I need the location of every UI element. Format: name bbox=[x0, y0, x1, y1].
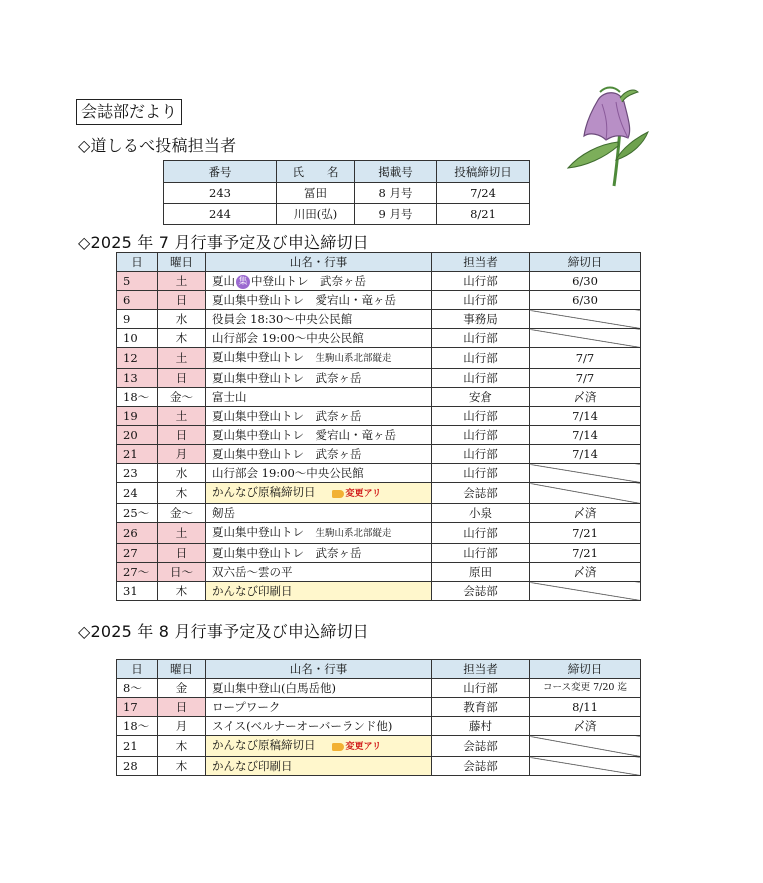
michishirube-heading: ◇道しるべ投稿担当者 bbox=[78, 136, 237, 155]
cell-person: 山行部 bbox=[432, 348, 530, 369]
pointing-hand-icon bbox=[332, 743, 344, 751]
event-text: 夏山集中登山トレ 武奈ヶ岳 bbox=[212, 371, 362, 385]
cell-person: 山行部 bbox=[432, 291, 530, 310]
badge-label: 変更アリ bbox=[345, 742, 382, 752]
event-text: かんなび原稿締切日 bbox=[212, 738, 316, 752]
change-badge bbox=[332, 485, 382, 503]
header-person: 担当者 bbox=[432, 660, 530, 679]
cell-weekday: 水 bbox=[158, 464, 206, 483]
cell-deadline: 〆済 bbox=[530, 504, 641, 523]
table-row bbox=[117, 369, 641, 388]
cell-event bbox=[206, 523, 432, 544]
michishirube-table bbox=[163, 160, 530, 225]
cell-person: 会誌部 bbox=[432, 757, 530, 776]
cell-deadline bbox=[530, 483, 641, 504]
event-text: スイス(ベルナーオーバーランド他) bbox=[212, 719, 393, 733]
header-deadline: 締切日 bbox=[530, 253, 641, 272]
badge-label: 変更アリ bbox=[345, 489, 382, 499]
cell-person: 山行部 bbox=[432, 369, 530, 388]
table-row bbox=[117, 504, 641, 523]
header-weekday: 曜日 bbox=[158, 253, 206, 272]
cell-event bbox=[206, 504, 432, 523]
cell-day: 18～ bbox=[117, 717, 158, 736]
cell-event bbox=[206, 464, 432, 483]
cell-weekday: 木 bbox=[158, 736, 206, 757]
cell-weekday: 日 bbox=[158, 369, 206, 388]
cell-day: 12 bbox=[117, 348, 158, 369]
table-row bbox=[117, 717, 641, 736]
cell-event bbox=[206, 736, 432, 757]
cell-person: 会誌部 bbox=[432, 483, 530, 504]
cell-weekday: 日 bbox=[158, 426, 206, 445]
header-day: 日 bbox=[117, 253, 158, 272]
cell-deadline bbox=[530, 736, 641, 757]
table-row bbox=[117, 483, 641, 504]
cell-deadline: 〆済 bbox=[530, 388, 641, 407]
header-weekday: 曜日 bbox=[158, 660, 206, 679]
header-person: 担当者 bbox=[432, 253, 530, 272]
august-heading: ◇2025 年 8 月行事予定及び申込締切日 bbox=[78, 622, 369, 641]
event-text: 夏山集中登山トレ 武奈ヶ岳 bbox=[212, 447, 362, 461]
cell-weekday: 日 bbox=[158, 291, 206, 310]
cell-day: 17 bbox=[117, 698, 158, 717]
cell-event bbox=[206, 310, 432, 329]
event-text: かんなび印刷日 bbox=[212, 759, 293, 773]
cell-person: 山行部 bbox=[432, 679, 530, 698]
flower-illustration bbox=[560, 82, 650, 188]
july-heading: ◇2025 年 7 月行事予定及び申込締切日 bbox=[78, 233, 369, 252]
header-name: 氏 名 bbox=[277, 161, 355, 183]
event-subtext: 生駒山系北部縦走 bbox=[315, 353, 392, 364]
cell-deadline bbox=[530, 310, 641, 329]
cell-deadline: 7/14 bbox=[530, 407, 641, 426]
cell-deadline: 7/24 bbox=[437, 183, 530, 204]
cell-event bbox=[206, 757, 432, 776]
cell-day: 26 bbox=[117, 523, 158, 544]
cell-event bbox=[206, 698, 432, 717]
cell-person: 藤村 bbox=[432, 717, 530, 736]
cell-person: 山行部 bbox=[432, 523, 530, 544]
cell-day: 24 bbox=[117, 483, 158, 504]
table-row bbox=[117, 272, 641, 291]
event-text: 山行部会 19:00～中央公民館 bbox=[212, 331, 364, 345]
event-text-rest: 中登山トレ 武奈ヶ岳 bbox=[251, 274, 366, 288]
cell-weekday: 木 bbox=[158, 483, 206, 504]
cell-person: 原田 bbox=[432, 563, 530, 582]
cell-day: 6 bbox=[117, 291, 158, 310]
cell-deadline: 7/7 bbox=[530, 348, 641, 369]
cell-person: 山行部 bbox=[432, 329, 530, 348]
cell-day: 31 bbox=[117, 582, 158, 601]
cell-event bbox=[206, 369, 432, 388]
table-row bbox=[117, 291, 641, 310]
event-text: かんなび原稿締切日 bbox=[212, 485, 316, 499]
cell-person: 山行部 bbox=[432, 445, 530, 464]
cell-day: 27～ bbox=[117, 563, 158, 582]
cell-person: 安倉 bbox=[432, 388, 530, 407]
change-badge bbox=[332, 738, 382, 756]
cell-weekday: 日 bbox=[158, 544, 206, 563]
cell-deadline bbox=[530, 329, 641, 348]
table-row bbox=[117, 445, 641, 464]
table-row bbox=[117, 388, 641, 407]
table-row bbox=[164, 204, 530, 225]
cell-person: 事務局 bbox=[432, 310, 530, 329]
cell-deadline bbox=[530, 582, 641, 601]
table-row bbox=[117, 582, 641, 601]
cell-weekday: 土 bbox=[158, 407, 206, 426]
event-text: ロープワーク bbox=[212, 700, 281, 714]
event-text: 双六岳～雲の平 bbox=[212, 565, 293, 579]
cell-person: 教育部 bbox=[432, 698, 530, 717]
cell-day: 18～ bbox=[117, 388, 158, 407]
cell-weekday: 木 bbox=[158, 329, 206, 348]
table-row bbox=[117, 544, 641, 563]
table-row bbox=[117, 310, 641, 329]
table-row bbox=[164, 183, 530, 204]
august-schedule-table bbox=[116, 659, 641, 776]
table-row bbox=[117, 426, 641, 445]
cell-day: 13 bbox=[117, 369, 158, 388]
event-subtext: 生駒山系北部縦走 bbox=[315, 528, 392, 539]
cell-event bbox=[206, 426, 432, 445]
event-text: 剱岳 bbox=[212, 506, 235, 520]
event-text: 役員会 18:30～中央公民館 bbox=[212, 312, 353, 326]
table-row bbox=[117, 563, 641, 582]
cell-day: 28 bbox=[117, 757, 158, 776]
event-text: 夏山集中登山トレ 武奈ヶ岳 bbox=[212, 409, 362, 423]
cell-day: 20 bbox=[117, 426, 158, 445]
cell-event bbox=[206, 445, 432, 464]
cell-event bbox=[206, 563, 432, 582]
cell-event bbox=[206, 388, 432, 407]
cell-deadline: 〆済 bbox=[530, 563, 641, 582]
cell-event bbox=[206, 483, 432, 504]
cell-issue: 9 月号 bbox=[355, 204, 437, 225]
event-text: 夏山 bbox=[212, 274, 235, 288]
cell-person: 山行部 bbox=[432, 544, 530, 563]
cell-name: 川田(弘) bbox=[277, 204, 355, 225]
cell-issue: 8 月号 bbox=[355, 183, 437, 204]
event-mark: 集 bbox=[236, 275, 250, 289]
cell-day: 25～ bbox=[117, 504, 158, 523]
header-event: 山名・行事 bbox=[206, 660, 432, 679]
cell-weekday: 日 bbox=[158, 698, 206, 717]
cell-weekday: 金 bbox=[158, 679, 206, 698]
table-row bbox=[117, 348, 641, 369]
cell-deadline bbox=[530, 757, 641, 776]
event-text: 富士山 bbox=[212, 390, 247, 404]
cell-weekday: 月 bbox=[158, 445, 206, 464]
cell-weekday: 土 bbox=[158, 272, 206, 291]
table-header-row bbox=[117, 253, 641, 272]
cell-event bbox=[206, 679, 432, 698]
cell-weekday: 土 bbox=[158, 523, 206, 544]
cell-weekday: 木 bbox=[158, 757, 206, 776]
pointing-hand-icon bbox=[332, 490, 344, 498]
cell-event bbox=[206, 582, 432, 601]
cell-event bbox=[206, 329, 432, 348]
cell-name: 冨田 bbox=[277, 183, 355, 204]
header-deadline: 投稿締切日 bbox=[437, 161, 530, 183]
table-row bbox=[117, 698, 641, 717]
header-issue: 掲載号 bbox=[355, 161, 437, 183]
cell-day: 21 bbox=[117, 445, 158, 464]
cell-deadline: 〆済 bbox=[530, 717, 641, 736]
page-title: 会誌部だより bbox=[76, 99, 182, 125]
cell-deadline bbox=[530, 464, 641, 483]
cell-day: 8～ bbox=[117, 679, 158, 698]
cell-weekday: 金～ bbox=[158, 388, 206, 407]
event-text: 夏山集中登山トレ bbox=[212, 525, 316, 539]
cell-day: 23 bbox=[117, 464, 158, 483]
cell-deadline: 8/11 bbox=[530, 698, 641, 717]
cell-weekday: 土 bbox=[158, 348, 206, 369]
table-header-row bbox=[117, 660, 641, 679]
event-text: 夏山集中登山トレ 武奈ヶ岳 bbox=[212, 546, 362, 560]
cell-day: 9 bbox=[117, 310, 158, 329]
cell-deadline: 7/14 bbox=[530, 426, 641, 445]
header-day: 日 bbox=[117, 660, 158, 679]
cell-deadline: 7/14 bbox=[530, 445, 641, 464]
cell-deadline: 6/30 bbox=[530, 291, 641, 310]
cell-person: 会誌部 bbox=[432, 582, 530, 601]
cell-day: 27 bbox=[117, 544, 158, 563]
header-deadline: 締切日 bbox=[530, 660, 641, 679]
header-number: 番号 bbox=[164, 161, 277, 183]
cell-deadline: 7/21 bbox=[530, 544, 641, 563]
cell-deadline: 7/7 bbox=[530, 369, 641, 388]
cell-person: 山行部 bbox=[432, 407, 530, 426]
cell-person: 会誌部 bbox=[432, 736, 530, 757]
header-event: 山名・行事 bbox=[206, 253, 432, 272]
cell-day: 5 bbox=[117, 272, 158, 291]
cell-person: 山行部 bbox=[432, 272, 530, 291]
cell-weekday: 水 bbox=[158, 310, 206, 329]
cell-deadline: コース変更 7/20 迄 bbox=[530, 679, 641, 698]
cell-day: 10 bbox=[117, 329, 158, 348]
cell-person: 山行部 bbox=[432, 464, 530, 483]
cell-number: 244 bbox=[164, 204, 277, 225]
cell-event bbox=[206, 272, 432, 291]
cell-weekday: 金～ bbox=[158, 504, 206, 523]
event-text: 夏山集中登山トレ 愛宕山・竜ヶ岳 bbox=[212, 293, 396, 307]
cell-event bbox=[206, 407, 432, 426]
cell-weekday: 月 bbox=[158, 717, 206, 736]
table-header-row bbox=[164, 161, 530, 183]
event-text: 夏山集中登山トレ bbox=[212, 350, 316, 364]
event-text: 夏山集中登山(白馬岳他) bbox=[212, 681, 336, 695]
cell-number: 243 bbox=[164, 183, 277, 204]
event-text: かんなび印刷日 bbox=[212, 584, 293, 598]
table-row bbox=[117, 736, 641, 757]
event-text: 夏山集中登山トレ 愛宕山・竜ヶ岳 bbox=[212, 428, 396, 442]
table-row bbox=[117, 407, 641, 426]
july-schedule-table bbox=[116, 252, 641, 601]
event-text: 山行部会 19:00～中央公民館 bbox=[212, 466, 364, 480]
cell-event bbox=[206, 348, 432, 369]
table-row bbox=[117, 757, 641, 776]
table-row bbox=[117, 679, 641, 698]
cell-deadline: 7/21 bbox=[530, 523, 641, 544]
cell-day: 19 bbox=[117, 407, 158, 426]
cell-event bbox=[206, 544, 432, 563]
cell-deadline: 6/30 bbox=[530, 272, 641, 291]
table-row bbox=[117, 464, 641, 483]
cell-person: 小泉 bbox=[432, 504, 530, 523]
cell-weekday: 日～ bbox=[158, 563, 206, 582]
cell-day: 21 bbox=[117, 736, 158, 757]
cell-deadline: 8/21 bbox=[437, 204, 530, 225]
table-row bbox=[117, 329, 641, 348]
cell-event bbox=[206, 291, 432, 310]
table-row bbox=[117, 523, 641, 544]
cell-person: 山行部 bbox=[432, 426, 530, 445]
cell-weekday: 木 bbox=[158, 582, 206, 601]
cell-event bbox=[206, 717, 432, 736]
